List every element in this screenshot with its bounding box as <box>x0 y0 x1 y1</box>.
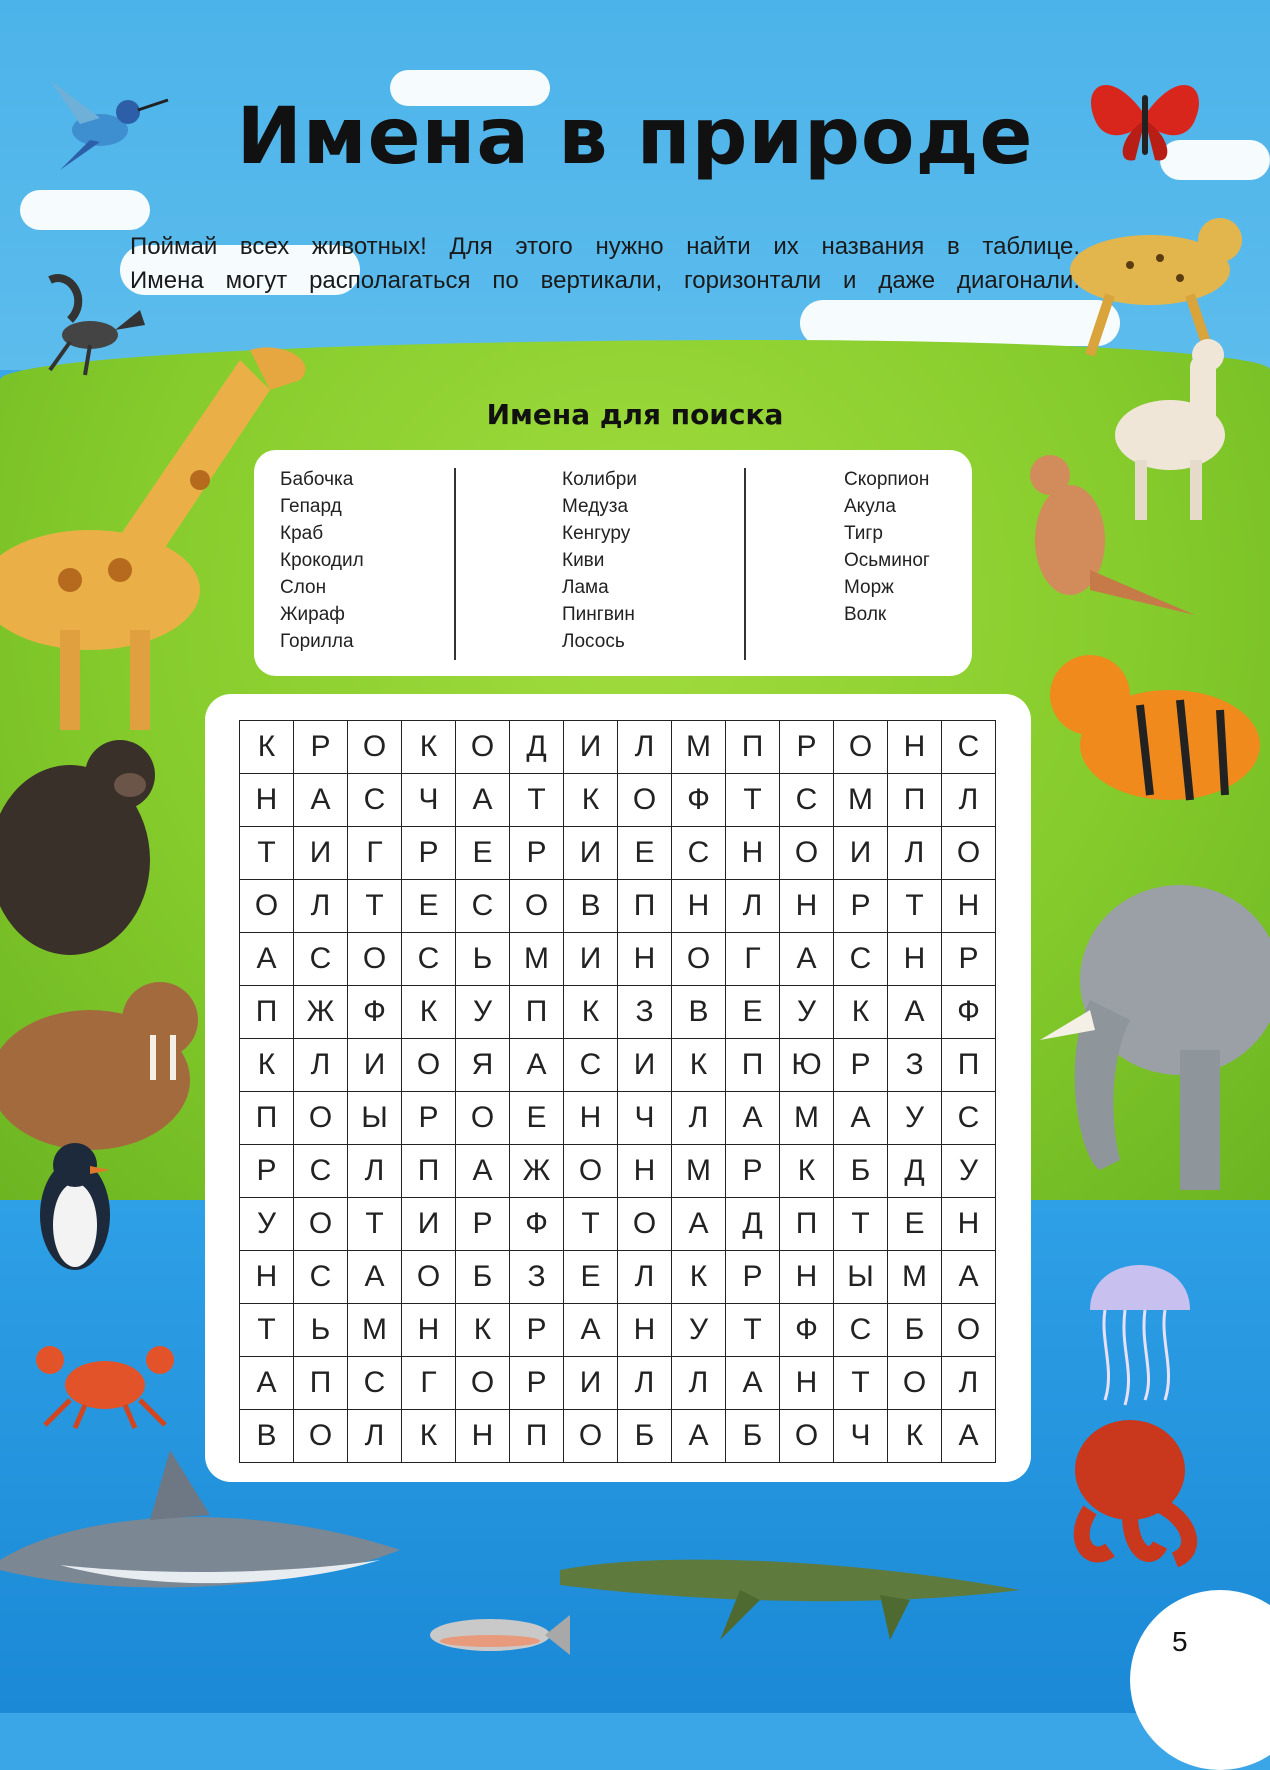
word-item: Колибри <box>562 469 637 490</box>
grid-cell[interactable]: О <box>888 1357 942 1410</box>
grid-cell[interactable]: Л <box>294 880 348 933</box>
grid-cell[interactable]: Г <box>402 1357 456 1410</box>
grid-cell[interactable]: Л <box>726 880 780 933</box>
grid-cell[interactable]: Ж <box>510 1145 564 1198</box>
grid-cell[interactable]: М <box>888 1251 942 1304</box>
kangaroo-icon <box>1010 430 1200 620</box>
grid-cell[interactable]: К <box>834 986 888 1039</box>
grid-cell[interactable]: У <box>780 986 834 1039</box>
grid-cell[interactable]: Т <box>564 1198 618 1251</box>
grid-cell[interactable]: Е <box>888 1198 942 1251</box>
word-item: Горилла <box>280 631 354 652</box>
intro-line: Имена могут располагаться по вертикали, горизонтали и даже диагонали. <box>130 267 1080 294</box>
grid-cell[interactable]: С <box>780 774 834 827</box>
grid-cell[interactable]: С <box>834 933 888 986</box>
grid-cell[interactable]: Р <box>510 1304 564 1357</box>
grid-cell[interactable]: Л <box>294 1039 348 1092</box>
grid-cell[interactable]: П <box>240 986 294 1039</box>
grid-cell[interactable]: С <box>672 827 726 880</box>
grid-row <box>240 1304 996 1357</box>
grid-cell[interactable]: О <box>402 1251 456 1304</box>
grid-cell[interactable]: Ь <box>456 933 510 986</box>
grid-cell[interactable]: Г <box>348 827 402 880</box>
grid-cell[interactable]: Р <box>510 1357 564 1410</box>
grid-cell[interactable]: Л <box>942 1357 996 1410</box>
grid-cell[interactable]: Р <box>294 721 348 774</box>
grid-cell[interactable]: В <box>240 1410 294 1463</box>
grid-cell[interactable]: Ч <box>834 1410 888 1463</box>
grid-cell[interactable]: К <box>780 1145 834 1198</box>
grid-cell[interactable]: О <box>942 1304 996 1357</box>
grid-cell[interactable]: Е <box>402 880 456 933</box>
gorilla-icon <box>0 730 170 970</box>
crocodile-icon <box>560 1530 1020 1650</box>
grid-cell[interactable]: К <box>456 1304 510 1357</box>
grid-cell[interactable]: У <box>456 986 510 1039</box>
grid-cell[interactable]: Р <box>240 1145 294 1198</box>
grid-cell[interactable]: И <box>348 1039 402 1092</box>
grid-cell[interactable]: Ф <box>672 774 726 827</box>
grid-cell[interactable]: И <box>564 721 618 774</box>
column-divider <box>454 468 456 660</box>
grid-cell[interactable]: Н <box>618 1304 672 1357</box>
word-item: Пингвин <box>562 604 635 625</box>
word-item: Краб <box>280 523 324 544</box>
grid-cell[interactable]: Ф <box>942 986 996 1039</box>
column-divider <box>744 468 746 660</box>
grid-cell[interactable]: Н <box>726 827 780 880</box>
word-list-column <box>844 466 930 628</box>
grid-cell[interactable]: С <box>942 1092 996 1145</box>
grid-cell[interactable]: З <box>510 1251 564 1304</box>
grid-cell[interactable]: О <box>942 827 996 880</box>
elephant-icon <box>1030 860 1270 1190</box>
grid-cell[interactable]: Ы <box>348 1092 402 1145</box>
grid-cell[interactable]: С <box>564 1039 618 1092</box>
grid-cell[interactable]: Ф <box>348 986 402 1039</box>
grid-cell[interactable]: Н <box>672 880 726 933</box>
grid-cell[interactable]: Н <box>780 880 834 933</box>
grid-cell[interactable]: П <box>942 1039 996 1092</box>
grid-cell[interactable]: И <box>564 827 618 880</box>
grid-cell[interactable]: Л <box>348 1410 402 1463</box>
grid-cell[interactable]: Р <box>942 933 996 986</box>
grid-cell[interactable]: Б <box>456 1251 510 1304</box>
grid-cell[interactable]: И <box>402 1198 456 1251</box>
grid-cell[interactable]: О <box>834 721 888 774</box>
grid-cell[interactable]: С <box>294 933 348 986</box>
grid-cell[interactable]: Н <box>942 1198 996 1251</box>
tiger-icon <box>1040 635 1270 835</box>
word-list-box <box>254 450 972 676</box>
grid-cell[interactable]: Н <box>942 880 996 933</box>
grid-cell[interactable]: Ф <box>780 1304 834 1357</box>
grid-cell[interactable]: Л <box>942 774 996 827</box>
grid-cell[interactable]: О <box>456 1357 510 1410</box>
grid-cell[interactable]: С <box>942 721 996 774</box>
grid-cell[interactable]: Д <box>726 1198 780 1251</box>
grid-cell[interactable]: К <box>888 1410 942 1463</box>
grid-cell[interactable]: Д <box>888 1145 942 1198</box>
cloud <box>20 190 150 230</box>
grid-cell[interactable]: М <box>672 1145 726 1198</box>
intro-text <box>130 230 1080 298</box>
grid-cell[interactable]: С <box>348 1357 402 1410</box>
grid-cell[interactable]: Т <box>240 1304 294 1357</box>
grid-cell[interactable]: Н <box>564 1092 618 1145</box>
page-title: Имена в природе <box>236 92 1034 182</box>
word-item: Акула <box>844 496 896 517</box>
grid-cell[interactable]: М <box>348 1304 402 1357</box>
grid-cell[interactable]: Т <box>510 774 564 827</box>
penguin-icon <box>20 1130 130 1280</box>
grid-cell[interactable]: О <box>456 721 510 774</box>
grid-cell[interactable]: К <box>672 1039 726 1092</box>
grid-cell[interactable]: О <box>240 880 294 933</box>
word-list-column <box>280 466 364 655</box>
grid-cell[interactable]: Л <box>618 1251 672 1304</box>
grid-cell[interactable]: Р <box>456 1198 510 1251</box>
word-search-grid <box>239 720 996 1463</box>
grid-cell[interactable]: М <box>510 933 564 986</box>
grid-cell[interactable]: К <box>672 1251 726 1304</box>
grid-cell[interactable]: Н <box>780 1251 834 1304</box>
word-item: Бабочка <box>280 469 354 490</box>
grid-cell[interactable]: Т <box>348 1198 402 1251</box>
grid-cell[interactable]: Л <box>888 827 942 880</box>
grid-cell[interactable]: Н <box>240 774 294 827</box>
word-item: Волк <box>844 604 887 625</box>
grid-cell[interactable]: П <box>780 1198 834 1251</box>
grid-cell[interactable]: П <box>888 774 942 827</box>
grid-cell[interactable]: Ч <box>618 1092 672 1145</box>
grid-cell[interactable]: Е <box>456 827 510 880</box>
grid-row <box>240 1410 996 1463</box>
grid-cell[interactable]: Т <box>240 827 294 880</box>
word-item: Лама <box>562 577 609 598</box>
crab-icon <box>30 1330 180 1430</box>
jellyfish-icon <box>1080 1250 1200 1410</box>
grid-cell[interactable]: А <box>672 1198 726 1251</box>
grid-cell[interactable]: А <box>942 1251 996 1304</box>
grid-cell[interactable]: А <box>348 1251 402 1304</box>
grid-cell[interactable]: А <box>726 1357 780 1410</box>
grid-cell[interactable]: О <box>294 1092 348 1145</box>
word-search-box <box>205 694 1031 1482</box>
grid-cell[interactable]: А <box>240 933 294 986</box>
grid-cell[interactable]: Н <box>402 1304 456 1357</box>
grid-cell[interactable]: Е <box>564 1251 618 1304</box>
grid-cell[interactable]: П <box>618 880 672 933</box>
grid-cell[interactable]: К <box>240 721 294 774</box>
grid-cell[interactable]: Р <box>834 1039 888 1092</box>
grid-cell[interactable]: И <box>618 1039 672 1092</box>
grid-cell[interactable]: Г <box>726 933 780 986</box>
word-item: Тигр <box>844 523 883 544</box>
grid-cell[interactable]: Д <box>510 721 564 774</box>
grid-cell[interactable]: К <box>402 721 456 774</box>
grid-cell[interactable]: С <box>402 933 456 986</box>
search-heading: Имена для поиска <box>486 398 784 431</box>
grid-cell[interactable]: Ф <box>510 1198 564 1251</box>
grid-cell[interactable]: О <box>294 1198 348 1251</box>
grid-cell[interactable]: И <box>564 1357 618 1410</box>
grid-cell[interactable]: М <box>672 721 726 774</box>
grid-cell[interactable]: И <box>294 827 348 880</box>
grid-row <box>240 1198 996 1251</box>
grid-cell[interactable]: Е <box>510 1092 564 1145</box>
grid-cell[interactable]: О <box>402 1039 456 1092</box>
grid-cell[interactable]: Н <box>240 1251 294 1304</box>
grid-cell[interactable]: Т <box>888 880 942 933</box>
grid-cell[interactable]: В <box>564 880 618 933</box>
grid-cell[interactable]: М <box>780 1092 834 1145</box>
grid-cell[interactable]: А <box>672 1410 726 1463</box>
grid-cell[interactable]: Р <box>510 827 564 880</box>
grid-cell[interactable]: О <box>348 721 402 774</box>
grid-cell[interactable]: П <box>726 721 780 774</box>
grid-row <box>240 1251 996 1304</box>
octopus-icon <box>1050 1410 1210 1570</box>
grid-cell[interactable]: Р <box>402 827 456 880</box>
grid-cell[interactable]: Р <box>780 721 834 774</box>
grid-cell[interactable]: А <box>726 1092 780 1145</box>
word-item: Осьминог <box>844 550 930 571</box>
word-item: Киви <box>562 550 605 571</box>
grid-cell[interactable]: Е <box>618 827 672 880</box>
grid-cell[interactable]: Л <box>618 721 672 774</box>
grid-cell[interactable]: Б <box>888 1304 942 1357</box>
grid-row <box>240 986 996 1039</box>
grid-cell[interactable]: Т <box>726 774 780 827</box>
grid-cell[interactable]: Ч <box>402 774 456 827</box>
grid-cell[interactable]: О <box>780 827 834 880</box>
grid-cell[interactable]: Н <box>618 1145 672 1198</box>
grid-cell[interactable]: С <box>294 1145 348 1198</box>
grid-cell[interactable]: Р <box>834 880 888 933</box>
grid-cell[interactable]: Ю <box>780 1039 834 1092</box>
grid-cell[interactable]: Т <box>834 1357 888 1410</box>
grid-row <box>240 1039 996 1092</box>
grid-cell[interactable]: Е <box>726 986 780 1039</box>
grid-cell[interactable]: Т <box>348 880 402 933</box>
grid-cell[interactable]: Б <box>726 1410 780 1463</box>
grid-cell[interactable]: С <box>294 1251 348 1304</box>
grid-cell[interactable]: К <box>402 986 456 1039</box>
grid-cell[interactable]: Н <box>456 1410 510 1463</box>
grid-cell[interactable]: Л <box>672 1092 726 1145</box>
grid-cell[interactable]: Б <box>834 1145 888 1198</box>
grid-cell[interactable]: У <box>942 1145 996 1198</box>
grid-cell[interactable]: Я <box>456 1039 510 1092</box>
grid-cell[interactable]: О <box>348 933 402 986</box>
grid-cell[interactable]: О <box>564 1410 618 1463</box>
grid-cell[interactable]: П <box>294 1357 348 1410</box>
grid-cell[interactable]: Т <box>834 1198 888 1251</box>
grid-cell[interactable]: Н <box>780 1357 834 1410</box>
grid-row <box>240 933 996 986</box>
grid-cell[interactable]: А <box>240 1357 294 1410</box>
grid-cell[interactable]: Т <box>726 1304 780 1357</box>
grid-cell[interactable]: Л <box>348 1145 402 1198</box>
grid-cell[interactable]: З <box>888 1039 942 1092</box>
grid-cell[interactable]: О <box>672 933 726 986</box>
grid-cell[interactable]: А <box>780 933 834 986</box>
grid-cell[interactable]: А <box>510 1039 564 1092</box>
grid-cell[interactable]: А <box>942 1410 996 1463</box>
grid-cell[interactable]: У <box>888 1092 942 1145</box>
grid-cell[interactable]: П <box>726 1039 780 1092</box>
grid-cell[interactable]: С <box>456 880 510 933</box>
word-item: Жираф <box>280 604 345 625</box>
grid-cell[interactable]: И <box>564 933 618 986</box>
grid-cell[interactable]: А <box>456 1145 510 1198</box>
word-item: Гепард <box>280 496 342 517</box>
grid-cell[interactable]: П <box>240 1092 294 1145</box>
grid-cell[interactable]: К <box>564 986 618 1039</box>
intro-line: Поймай всех животных! Для этого нужно найти их названия в таблице. <box>130 233 1080 260</box>
grid-cell[interactable]: Ь <box>294 1304 348 1357</box>
grid-cell[interactable]: А <box>294 774 348 827</box>
grid-cell[interactable]: С <box>834 1304 888 1357</box>
grid-cell[interactable]: А <box>564 1304 618 1357</box>
word-item: Морж <box>844 577 894 598</box>
grid-cell[interactable]: И <box>834 827 888 880</box>
grid-cell[interactable]: С <box>348 774 402 827</box>
grid-cell[interactable]: Б <box>618 1410 672 1463</box>
grid-cell[interactable]: П <box>402 1145 456 1198</box>
grid-cell[interactable]: А <box>888 986 942 1039</box>
word-item: Кенгуру <box>562 523 631 544</box>
grid-row <box>240 827 996 880</box>
word-item: Лосось <box>562 631 625 652</box>
grid-cell[interactable]: М <box>834 774 888 827</box>
word-item: Скорпион <box>844 469 930 490</box>
grid-cell[interactable]: О <box>456 1092 510 1145</box>
grid-cell[interactable]: Н <box>888 933 942 986</box>
grid-cell[interactable]: Н <box>618 933 672 986</box>
grid-cell[interactable]: О <box>294 1410 348 1463</box>
grid-row <box>240 880 996 933</box>
grid-cell[interactable]: К <box>240 1039 294 1092</box>
grid-cell[interactable]: З <box>618 986 672 1039</box>
grid-cell[interactable]: Н <box>888 721 942 774</box>
grid-cell[interactable]: К <box>402 1410 456 1463</box>
grid-cell[interactable]: Р <box>726 1145 780 1198</box>
salmon-icon <box>420 1605 570 1665</box>
grid-cell[interactable]: Ж <box>294 986 348 1039</box>
page-number: 5 <box>1172 1626 1188 1657</box>
grid-row <box>240 1092 996 1145</box>
word-item: Слон <box>280 577 327 598</box>
grid-cell[interactable]: Л <box>618 1357 672 1410</box>
grid-row <box>240 1145 996 1198</box>
grid-cell[interactable]: У <box>240 1198 294 1251</box>
word-item: Крокодил <box>280 550 364 571</box>
grid-cell[interactable]: У <box>672 1304 726 1357</box>
grid-cell[interactable]: О <box>618 1198 672 1251</box>
grid-row <box>240 721 996 774</box>
grid-cell[interactable]: О <box>510 880 564 933</box>
word-item: Медуза <box>562 496 629 517</box>
grid-row <box>240 1357 996 1410</box>
grid-cell[interactable]: П <box>510 986 564 1039</box>
grid-cell[interactable]: Р <box>726 1251 780 1304</box>
grid-cell[interactable]: А <box>456 774 510 827</box>
grid-cell[interactable]: О <box>618 774 672 827</box>
word-list-column <box>562 466 637 655</box>
grid-cell[interactable]: О <box>780 1410 834 1463</box>
grid-cell[interactable]: Ы <box>834 1251 888 1304</box>
grid-cell[interactable]: В <box>672 986 726 1039</box>
grid-cell[interactable]: П <box>510 1410 564 1463</box>
grid-cell[interactable]: Л <box>672 1357 726 1410</box>
grid-cell[interactable]: К <box>564 774 618 827</box>
grid-row <box>240 774 996 827</box>
grid-cell[interactable]: А <box>834 1092 888 1145</box>
grid-cell[interactable]: О <box>564 1145 618 1198</box>
grid-cell[interactable]: Р <box>402 1092 456 1145</box>
